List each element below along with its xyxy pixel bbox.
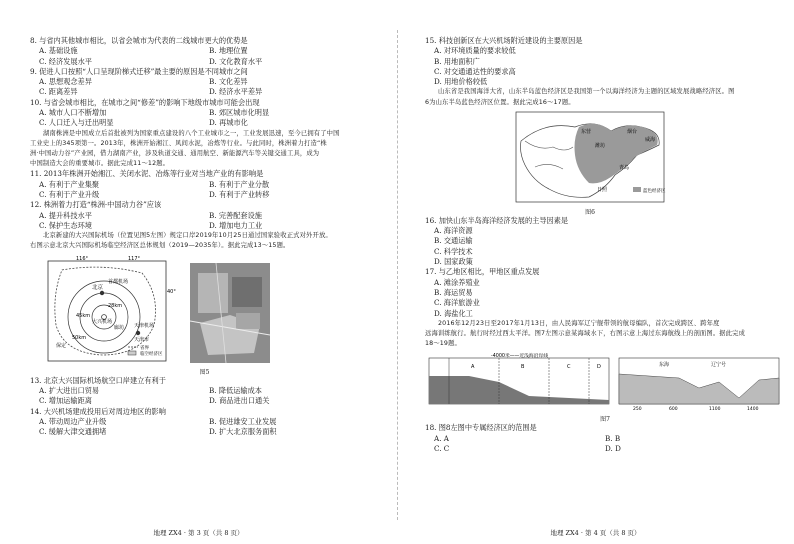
q14-options (30, 417, 379, 438)
legend-province: 省界 (140, 345, 149, 351)
q8-options (30, 46, 379, 67)
q8-option-d: D. 文化教育水平 (209, 56, 263, 66)
material-4-line-3: 18～19题。 (425, 340, 461, 348)
q12-option-b: B. 完善配套设施 (209, 210, 262, 220)
q16-option-a: A. 海洋资源 (434, 226, 473, 236)
q16-option-c: C. 科学技术 (434, 246, 473, 256)
q8-option-b: B. 地理位置 (209, 46, 248, 56)
place-baoding: 保定 (56, 342, 67, 349)
material-1-line-4: 中国制造大会的重要城市。据此完成11～12题。 (30, 160, 170, 168)
q8-option-a: A. 基础设施 (39, 46, 78, 56)
fig7-tick-1: 250 (633, 407, 642, 413)
q9-stem: 9. 促进人口按照“人口呈现阶梯式迁移”最主要的原因是不同城市之间 (30, 66, 248, 76)
q9-options (30, 77, 379, 98)
q18-option-a: A. A (434, 433, 449, 443)
q16-options (425, 226, 776, 267)
q18-option-d: D. D (605, 444, 621, 454)
q14-option-a: A. 带动周边产业升级 (39, 416, 107, 426)
q9-option-d: D. 经济水平差异 (209, 87, 263, 97)
q8-stem: 8. 与省内其他城市相比，以省会城市为代表的二线城市更大的优势是 (30, 36, 248, 45)
q18-option-c: C. C (434, 444, 450, 454)
ring-label-3: 28km (108, 302, 123, 309)
fig7-tick-4: 1400 (747, 407, 759, 413)
place-yantai: 烟台 (627, 128, 638, 135)
q17-option-b: B. 海运贸易 (434, 287, 473, 297)
q11-stem: 11. 2013年株洲开始湘江、关闭水泥、冶炼等行业对当地产业的有影响是 (30, 169, 264, 179)
q15-option-c: C. 对交通通达性的要求高 (434, 66, 516, 76)
material-1-line-2: 工业史上的345项第一。2013年，株洲开始湘江、风间水泥，冶炼等行业。与此同时，株洲着力打造“株 (30, 139, 327, 147)
page-4-footer: 地理 ZX4 · 第 4 页（共 8 页） (550, 529, 641, 537)
q12-options (30, 211, 379, 232)
q14-stem: 14. 大兴机场建成投用后对周边地区的影响 (30, 406, 166, 416)
figure-7-caption: 图7 (600, 416, 610, 424)
fig7-label-c: C (567, 364, 571, 371)
figure-5-caption: 图5 (199, 368, 210, 376)
material-2-line-1: 北京新建的大兴国际机场（位置见图5左图）规定口岸2019年10月25日通过国家验收正式对外开放。 (43, 232, 332, 240)
figure-5-right-photo (190, 263, 270, 367)
fig7-label-d: D (597, 364, 601, 371)
q16-stem: 16. 加快山东半岛海洋经济发展的主导因素是 (425, 215, 569, 225)
place-qingdao: 青岛 (619, 164, 630, 171)
material-3-line-2: 6为山东半岛蓝色经济区位置。据此完成16～17题。 (425, 98, 575, 106)
q13-option-c: C. 增加运输距离 (39, 396, 92, 406)
material-4-line-2: 远海训练航行。航行时经过西太平洋。图7左图示意某海域水下，右图示意上海过东海航线上的剖面图。据此完成 (425, 330, 746, 338)
q10-stem: 10. 与省会城市相比，在城市之间“修差”的影响下地级市城市可能会出现 (30, 97, 260, 107)
place-daxing-airport: 大兴机场 (92, 318, 113, 325)
fig7-tick-3: 1100 (709, 407, 721, 413)
figure-5-left-map (42, 255, 176, 367)
q12-option-d: D. 增加电力工业 (209, 220, 263, 230)
q11-option-a: A. 有利于产业集聚 (39, 179, 100, 189)
q10-options (30, 108, 379, 129)
fig7-label-east-sea: 东海 (659, 362, 670, 369)
q17-option-a: A. 滩涂养殖业 (434, 277, 480, 287)
q9-option-a: A. 思想观念差异 (39, 77, 92, 87)
q9-option-c: C. 距离差异 (39, 87, 78, 97)
page-3-footer: 地理 ZX4 · 第 3 页（共 8 页） (153, 529, 244, 537)
legend-blue-zone: 蓝色经济区 (643, 188, 666, 194)
fig7-label-a: A (471, 364, 475, 371)
q15-stem: 15. 科技创新区在大兴机场附近建设的主要原因是 (425, 36, 583, 45)
q15-option-b: B. 用地面积广 (434, 56, 480, 66)
q14-option-b: B. 促进雄安工业发展 (209, 416, 277, 426)
q15-options (425, 46, 776, 87)
q11-option-b: B. 有利于产业分散 (209, 179, 270, 189)
material-3-line-1: 山东省是我国海洋大省，山东半岛蓝色经济区是我国第一个以海洋经济为主题的区域发展战略经济区。图 (438, 88, 735, 96)
ring-label-2: 45km (76, 312, 91, 319)
place-capital-airport: 首都机场 (108, 278, 129, 285)
lat-label: 40° (167, 288, 176, 295)
place-tianjin-city: 天津市 (134, 336, 150, 343)
q16-option-b: B. 交通运输 (434, 236, 473, 246)
place-rizhao: 日照 (597, 186, 608, 193)
q13-option-b: B. 降低运输成本 (209, 385, 262, 395)
q17-stem: 17. 与乙地区相比，甲地区重点发展 (425, 267, 540, 277)
q13-option-a: A. 扩大进出口贸易 (39, 385, 100, 395)
q17-option-c: C. 海洋旅游业 (434, 298, 480, 308)
q9-option-b: B. 文化差异 (209, 77, 248, 87)
fig7-label-b: B (521, 364, 525, 371)
material-4-line-1: 2016年12月23日至2017年1月13日，由人民海军辽宁舰带领的航母编队，首次完成跨区、跨年度 (438, 319, 720, 327)
place-weifang: 潍坊 (595, 142, 606, 149)
q18-stem: 18. 图8左图中专属经济区的范围是 (425, 423, 537, 433)
q8-option-c: C. 经济发展水平 (39, 56, 92, 66)
material-2-line-2: 右图示意北京大兴国际机场临空经济区总体规划（2019—2035年）。据此完成13～15题。 (30, 242, 290, 250)
figure-7-profiles (429, 352, 781, 413)
q10-option-b: B. 郊区城市化明显 (209, 108, 270, 118)
page-4 (397, 0, 794, 544)
figure-5 (42, 255, 379, 367)
q13-options (30, 386, 379, 407)
q10-option-a: A. 城市人口不断增加 (39, 108, 107, 118)
place-beijing: 北京 (92, 284, 104, 291)
q11-option-c: C. 有利于产业升级 (39, 190, 100, 200)
place-dongying: 东营 (581, 128, 592, 135)
lon-left-label: 116° (76, 255, 89, 262)
place-tianjin-airport: 天津机场 (134, 322, 155, 329)
q12-option-c: C. 保护生态环境 (39, 220, 92, 230)
q18-options (425, 434, 776, 455)
q17-option-d: D. 海盐化工 (434, 308, 473, 318)
q12-option-a: A. 提升科技水平 (39, 210, 92, 220)
q17-options (425, 278, 776, 319)
fig7-label-liaoning: 辽宁号 (711, 362, 727, 369)
place-langfang: 廊坊 (114, 324, 125, 331)
q14-option-d: D. 扩大北京服务面积 (209, 427, 277, 437)
q14-option-c: C. 缓解大津交通拥堵 (39, 427, 107, 437)
lon-right-label: 117° (128, 255, 141, 262)
figure-6 (515, 111, 776, 216)
q11-options (30, 180, 379, 201)
q18-option-b: B. B (605, 433, 621, 443)
fig7-baseline-label: -4000米——近浅海沿岸线 (491, 354, 549, 360)
q15-option-d: D. 用地价格较低 (434, 77, 488, 87)
q10-option-c: C. 人口迁入与迁出明显 (39, 118, 114, 128)
q10-option-d: D. 再城市化 (209, 118, 248, 128)
legend-zone: 临空经济区 (140, 351, 163, 357)
q12-stem: 12. 株洲着力打造“株洲·中国动力谷”应该 (30, 200, 162, 210)
q16-option-d: D. 国家政策 (434, 257, 473, 267)
material-1-line-3: 洲·中国动力谷”产业园，借力湖南产业，涉及轨道交通、通用航空、新能源汽车等关键交通工具，成为 (30, 150, 320, 158)
material-1-line-1: 湖南株洲是中国成立后首批被列为国家重点建设的八个工业城市之一，工业发展迅速，至今已拥有了中国 (43, 129, 340, 137)
q15-option-a: A. 对环境质量的要求较低 (434, 46, 516, 56)
ring-label-1: 50km (72, 334, 87, 341)
q13-option-d: D. 商品进出口通关 (209, 396, 270, 406)
place-weihai: 威海 (645, 136, 656, 143)
q13-stem: 13. 北京大兴国际机场航空口岸建立有利于 (30, 375, 166, 385)
fig7-tick-2: 600 (669, 407, 678, 413)
figure-7 (429, 352, 776, 423)
figure-6-map (515, 111, 665, 203)
figure-6-caption: 图6 (585, 208, 595, 216)
q11-option-d: D. 有利于产业转移 (209, 190, 270, 200)
